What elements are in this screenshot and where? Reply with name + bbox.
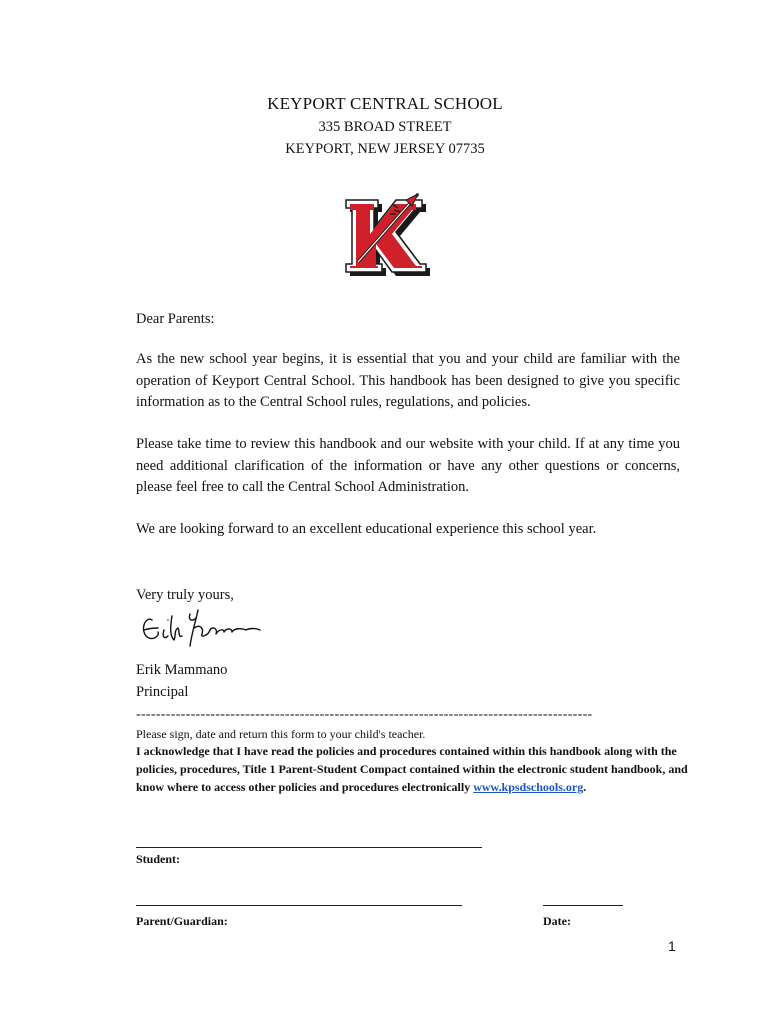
- school-logo-icon: [336, 184, 432, 280]
- parent-guardian-label: Parent/Guardian:: [136, 914, 228, 928]
- acknowledgement-text: I acknowledge that I have read the policies and procedures contained within this handbook along with the policies, procedures, Title 1 Parent-Student Compact contained within the electronic student handbook, and know where to access other policies and procedures electronically: [136, 744, 688, 794]
- signer-name: Erik Mammano: [136, 662, 228, 678]
- salutation: Dear Parents:: [136, 311, 215, 327]
- school-city-state-zip: KEYPORT, NEW JERSEY 07735: [285, 141, 485, 157]
- parent-signature-line[interactable]: [136, 905, 462, 906]
- school-website-link[interactable]: www.kpsdschools.org: [473, 780, 584, 794]
- return-instructions: Please sign, date and return this form to your child's teacher.: [136, 727, 426, 741]
- school-street: 335 BROAD STREET: [318, 119, 452, 135]
- student-signature-line[interactable]: [136, 847, 482, 848]
- date-label: Date:: [543, 914, 571, 928]
- student-label: Student:: [136, 852, 181, 866]
- principal-signature-icon: [138, 606, 263, 652]
- school-name: KEYPORT CENTRAL SCHOOL: [267, 94, 503, 113]
- acknowledgement-period: .: [583, 780, 587, 794]
- tear-off-separator: --------------------------------------------------------------------------------------------: [136, 707, 593, 722]
- letter-paragraph-3: We are looking forward to an excellent educational experience this school year.: [136, 521, 597, 537]
- acknowledgement-statement: [136, 742, 696, 796]
- letter-paragraph-1: As the new school year begins, it is essential that you and your child are familiar with the operation of Keyport Central School. This handbook has been designed to give you specific information as to the Central School rules, regulations, and policies.: [136, 351, 680, 410]
- signer-title: Principal: [136, 684, 189, 700]
- letter-closing: Very truly yours,: [136, 587, 234, 603]
- page-number: 1: [668, 938, 676, 954]
- letter-paragraph-2: Please take time to review this handbook and our website with your child. If at any time you need additional clarification of the information or have any other questions or concerns, please feel free to call the Central School Administration.: [136, 436, 680, 495]
- date-line[interactable]: [543, 905, 623, 906]
